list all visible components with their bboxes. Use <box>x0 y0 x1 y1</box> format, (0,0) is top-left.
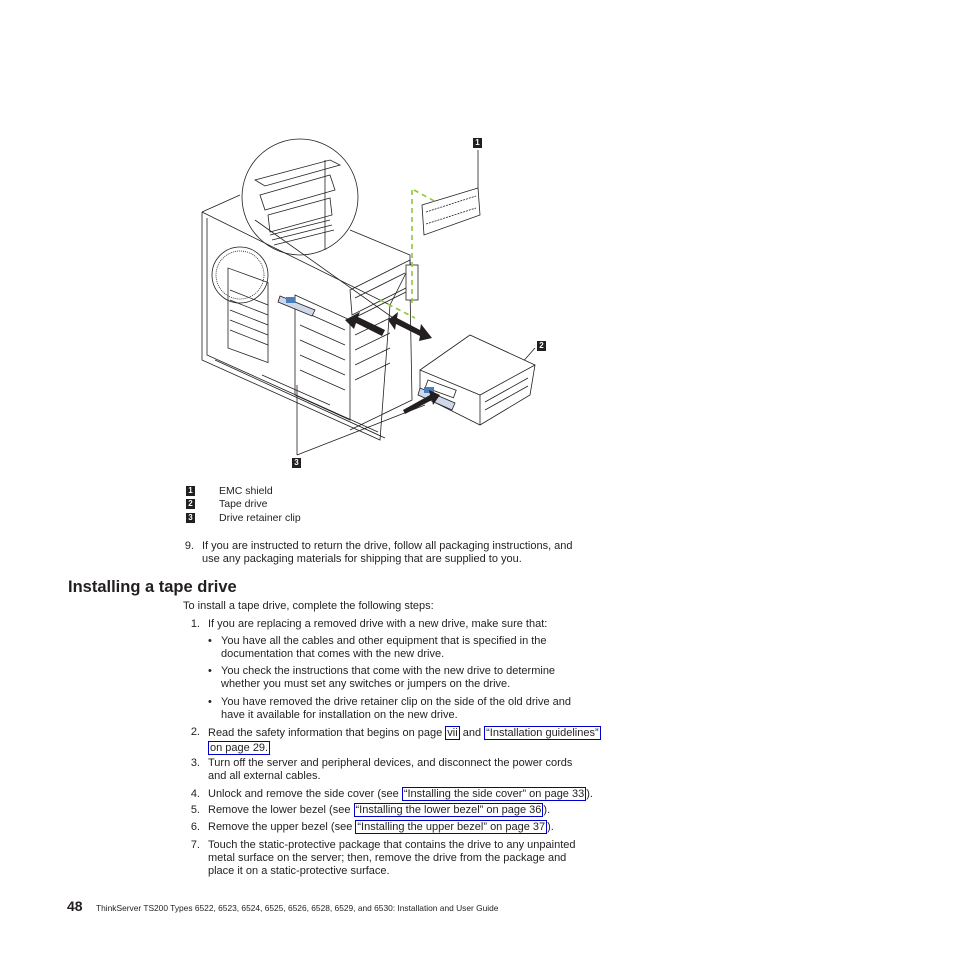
section-heading: Installing a tape drive <box>68 578 237 596</box>
link-installation-guidelines-page[interactable]: on page 29. <box>210 742 269 754</box>
legend-item-emc-shield <box>186 484 301 498</box>
legend-label: Drive retainer clip <box>219 511 301 524</box>
page-number: 48 <box>67 898 83 914</box>
callout-1: 1 <box>473 138 482 148</box>
legend-label: Tape drive <box>219 498 268 511</box>
step-text: If you are instructed to return the drive, follow all packaging instructions, and use any packaging materials for shipping that are supplied to you. <box>202 540 573 565</box>
legend-callout-2: 2 <box>186 499 195 509</box>
legend-callout-3: 3 <box>186 513 195 523</box>
step-number: 7. <box>190 839 200 851</box>
step-number: 4. <box>190 788 200 800</box>
legend-item-drive-retainer-clip <box>186 511 301 525</box>
step-number: 1. <box>190 618 200 630</box>
callout-3: 3 <box>292 458 301 468</box>
bullet-icon: • <box>208 665 212 677</box>
figure-legend <box>186 484 301 525</box>
step-number: 5. <box>190 804 200 816</box>
step-number: 3. <box>190 757 200 769</box>
step-text: If you are replacing a removed drive with a new drive, make sure that: <box>208 618 548 630</box>
bullet-icon: • <box>208 696 212 708</box>
section-intro: To install a tape drive, complete the following steps: <box>183 600 434 612</box>
step-number: 2. <box>190 726 200 738</box>
legend-label: EMC shield <box>219 484 273 497</box>
bullet-icon: • <box>208 635 212 647</box>
step-number: 9. <box>184 540 194 552</box>
link-page-vii[interactable]: vii <box>447 727 458 739</box>
link-installing-lower-bezel[interactable]: “Installing the lower bezel” on page 36 <box>355 804 542 816</box>
link-installing-side-cover[interactable]: “Installing the side cover” on page 33 <box>403 788 585 800</box>
server-chassis-illustration <box>195 130 565 475</box>
step-number: 6. <box>190 821 200 833</box>
legend-callout-1: 1 <box>186 486 195 496</box>
legend-item-tape-drive <box>186 498 301 512</box>
callout-2: 2 <box>537 341 546 351</box>
tape-drive-installation-figure <box>195 130 565 475</box>
link-installation-guidelines[interactable]: “Installation guidelines” <box>486 727 599 739</box>
footer-title: ThinkServer TS200 Types 6522, 6523, 6524, 6525, 6526, 6528, 6529, and 6530: Installation and User Guide <box>96 903 499 913</box>
link-installing-upper-bezel[interactable]: “Installing the upper bezel” on page 37 <box>357 821 546 833</box>
